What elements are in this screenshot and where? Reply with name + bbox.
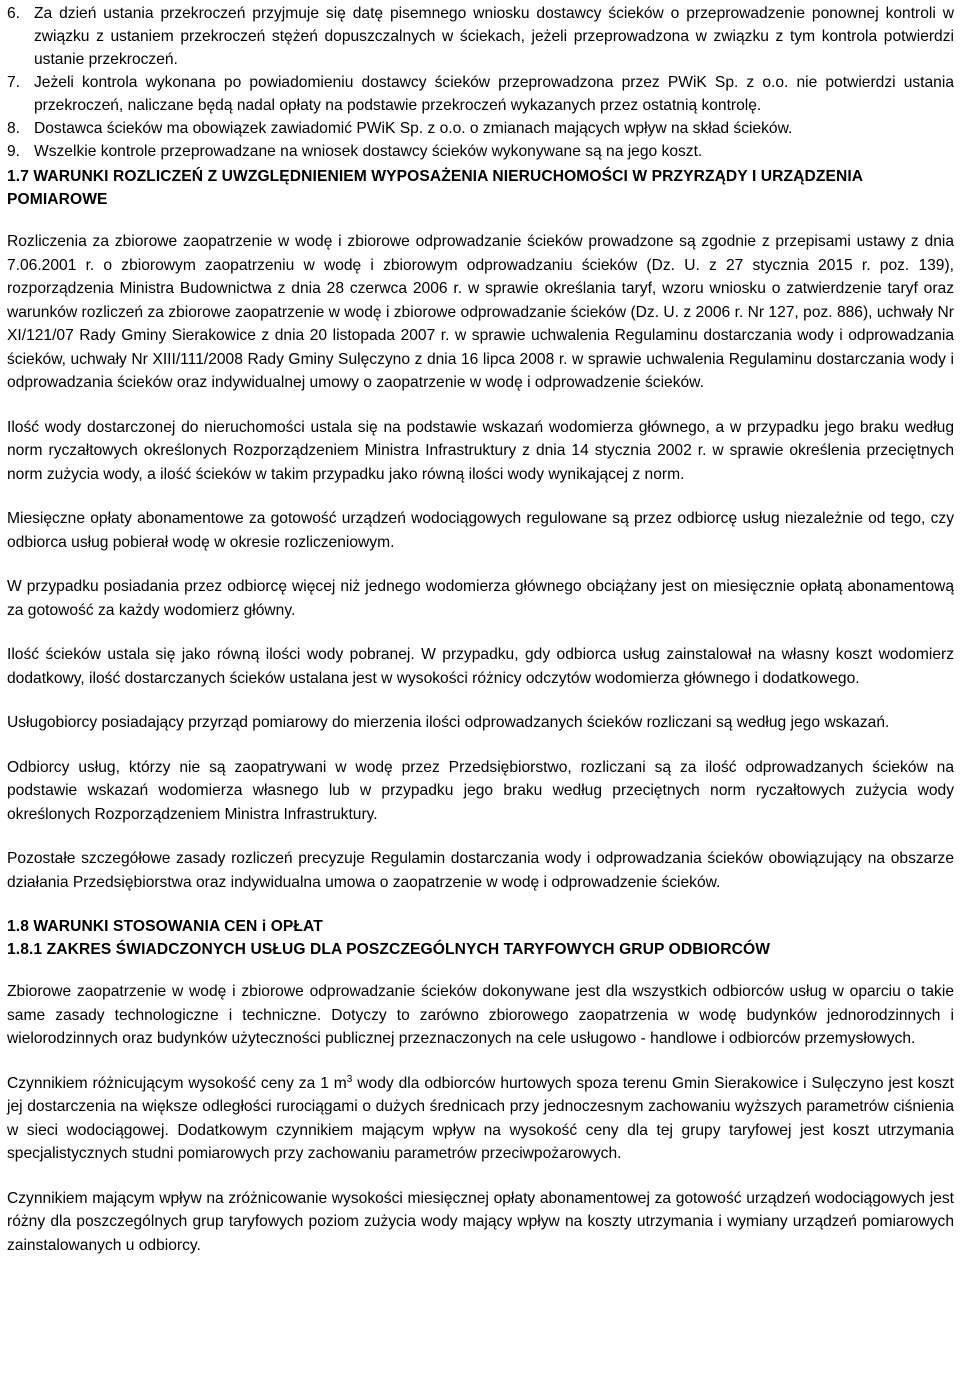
section-heading: 1.8 WARUNKI STOSOWANIA CEN i OPŁAT: [7, 918, 323, 935]
list-item: [7, 71, 954, 117]
paragraph: Czynnikiem mającym wpływ na zróżnicowanie wysokości miesięcznej opłaty abonamentowej za gotowość urządzeń wodociągowych jest różny dla poszczególnych grup taryfowych poziom zużycia wody mający wpływ na koszty utrzymania i wymiany urządzeń pomiarowych zainstalowanych u odbiorcy.: [7, 1189, 954, 1254]
paragraph: Ilość wody dostarczonej do nieruchomości ustala się na podstawie wskazań wodomierza głównego, a w przypadku jego braku według norm ryczałtowych określonych Rozporządzeniem Ministra Infrastruktury z dnia 14 stycznia 2002 r. w sprawie określenia przeciętnych norm zużycia wody, a ilość ścieków w takim przypadku jako równą ilości wody wynikającej z norm.: [7, 418, 954, 483]
paragraph: Odbiorcy usług, którzy nie są zaopatrywani w wodę przez Przedsiębiorstwo, rozliczani są za ilość odprowadzanych ścieków na podstawie wskazań wodomierza własnego lub w przypadku jego braku według przeciętnych norm ryczałtowych zużycia wody określonych Rozporządzeniem Ministra Infrastruktury.: [7, 758, 954, 823]
document-page: [0, 2, 960, 1257]
section-1-8-body: [7, 980, 954, 1257]
list-item: [7, 2, 954, 71]
numbered-list: [7, 2, 954, 163]
list-item: [7, 140, 954, 163]
section-1-7-body: [7, 230, 954, 894]
paragraph-text: Czynnikiem różnicującym wysokość ceny za 1 m: [7, 1074, 347, 1092]
list-item-text: Dostawca ścieków ma obowiązek zawiadomić PWiK Sp. z o.o. o zmianach mających wpływ na skład ścieków.: [34, 120, 793, 137]
paragraph: W przypadku posiadania przez odbiorcę więcej niż jednego wodomierza głównego obciążany jest on miesięcznie opłatą abonamentową za gotowość za każdy wodomierz główny.: [7, 578, 954, 619]
paragraph: [7, 1072, 954, 1166]
list-item-number: 8.: [7, 120, 21, 137]
paragraph: Rozliczenia za zbiorowe zaopatrzenie w wodę i zbiorowe odprowadzanie ścieków prowadzone są zgodnie z przepisami ustawy z dnia 7.06.2001 r. o zbiorowym zaopatrzeniu w wodę i zbiorowym odprowadzaniu ścieków (Dz. U. z 27 stycznia 2015 r. poz. 139), rozporządzenia Ministra Budownictwa z dnia 28 czerwca 2006 r. w sprawie określania taryf, wzoru wniosku o zatwierdzenie taryf oraz warunków rozliczeń za zbiorowe zaopatrzenie w wodę i zbiorowe odprowadzanie ścieków (Dz. U. z 2006 r. Nr 127, poz. 886), uchwały Nr XI/121/07 Rady Gminy Sierakowice z dnia 20 listopada 2007 r. w sprawie uchwalenia Regulaminu dostarczania wody i odprowadzania ścieków, uchwały Nr XIII/111/2008 Rady Gminy Sulęczyno z dnia 16 lipca 2008 r. w sprawie uchwalenia Regulaminu dostarczania wody i odprowadzania ścieków oraz indywidualnej umowy o zaopatrzenie w wodę i odprowadzenie ścieków.: [7, 233, 954, 391]
paragraph: Ilość ścieków ustala się jako równą ilości wody pobranej. W przypadku, gdy odbiorca usług zainstalował na własny koszt wodomierz dodatkowy, ilość dostarczanych ścieków ustalana jest w wysokości różnicy odczytów wodomierza głównego i dodatkowego.: [7, 646, 954, 687]
paragraph: Usługobiorcy posiadający przyrząd pomiarowy do mierzenia ilości odprowadzanych ścieków rozliczani są według jego wskazań.: [7, 714, 890, 731]
list-item-number: 6.: [7, 5, 21, 22]
section-1-8-header: [7, 915, 954, 961]
subsection-heading: 1.8.1 ZAKRES ŚWIADCZONYCH USŁUG DLA POSZCZEGÓLNYCH TARYFOWYCH GRUP ODBIORCÓW: [7, 941, 771, 958]
paragraph: Pozostałe szczegółowe zasady rozliczeń precyzuje Regulamin dostarczania wody i odprowadzania ścieków obowiązujący na obszarze działania Przedsiębiorstwa oraz indywidualna umowa o zaopatrzenie w wodę i odprowadzenie ścieków.: [7, 850, 954, 891]
list-item-number: 7.: [7, 74, 21, 91]
list-item-text: Wszelkie kontrole przeprowadzane na wniosek dostawcy ścieków wykonywane są na jego koszt.: [34, 143, 703, 160]
paragraph: Miesięczne opłaty abonamentowe za gotowość urządzeń wodociągowych regulowane są przez odbiorcę usług niezależnie od tego, czy odbiorca usług pobierał wodę w okresie rozliczeniowym.: [7, 510, 954, 551]
list-item-number: 9.: [7, 143, 21, 160]
paragraph: Zbiorowe zaopatrzenie w wodę i zbiorowe odprowadzanie ścieków dokonywane jest dla wszystkich odbiorców usług w oparciu o takie same zasady technologiczne i techniczne. Dotyczy to zarówno zbiorowego zaopatrzenia w wodę budynków jednorodzinnych i wielorodzinnych oraz budynków użyteczności publicznej przeznaczonych na cele usługowo - handlowe i odbiorców przemysłowych.: [7, 983, 954, 1047]
superscript: 3: [346, 1073, 353, 1085]
list-item-text: Za dzień ustania przekroczeń przyjmuje się datę pisemnego wniosku dostawcy ścieków o przeprowadzenie ponownej kontroli w związku z ustaniem przekroczeń stężeń dopuszczalnych w ściekach, jeżeli przeprowadzona w związku z tym kontrola potwierdzi ustanie przekroczeń.: [34, 5, 954, 68]
section-heading: 1.7 WARUNKI ROZLICZEŃ Z UWZGLĘDNIENIEM WYPOSAŻENIA NIERUCHOMOŚCI W PRZYRZĄDY I URZĄDZENIA POMIAROWE: [7, 168, 863, 208]
list-item: [7, 117, 954, 140]
paragraph-text: wody dla odbiorców hurtowych spoza terenu Gmin Sierakowice i Sulęczyno jest koszt jej dostarczenia na większe odległości rurociągami o dużych średnicach przy jednoczesnym zachowaniu wyższych parametrów ciśnienia w sieci wodociągowej. Dodatkowym czynnikiem mającym wpływ na wysokość ceny dla tej grupy taryfowej jest koszt utrzymania specjalistycznych studni pomiarowych przy zachowaniu parametrów przeciwpożarowych.: [7, 1074, 954, 1162]
list-item-text: Jeżeli kontrola wykonana po powiadomieniu dostawcy ścieków przeprowadzona przez PWiK Sp. z o.o. nie potwierdzi ustania przekroczeń, naliczane będą nadal opłaty na podstawie przekroczeń wykazanych przez ostatnią kontrolę.: [34, 74, 954, 114]
section-1-7-header: [7, 165, 954, 211]
